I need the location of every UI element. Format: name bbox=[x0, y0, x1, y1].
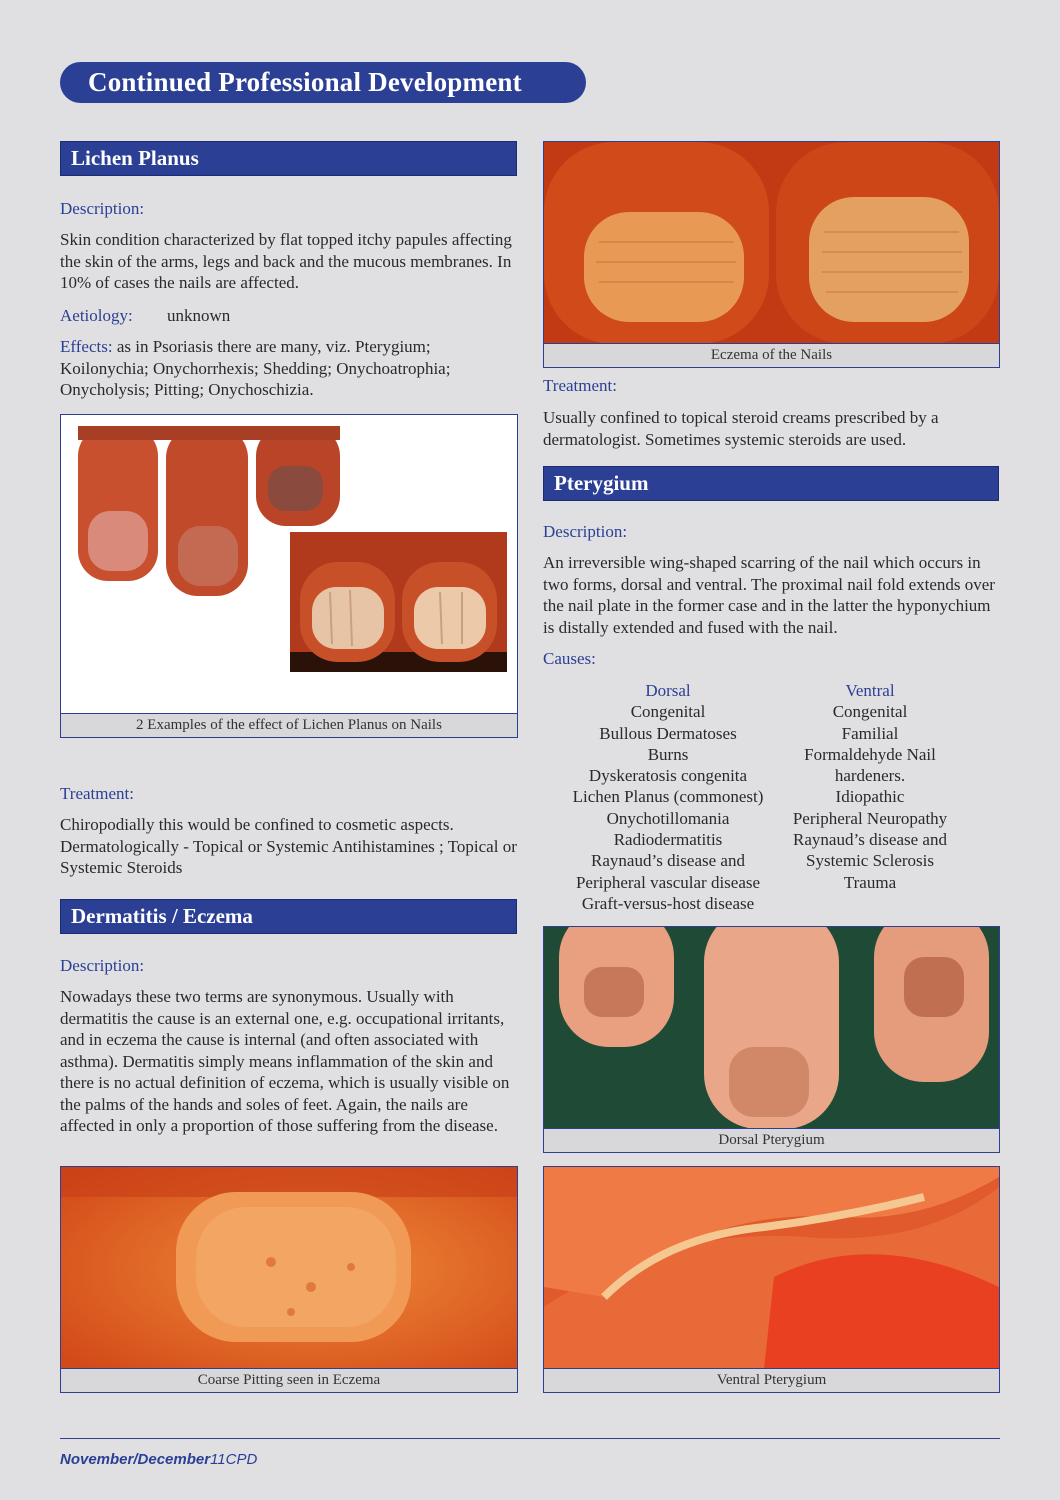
footer-page-number: 11CPD bbox=[210, 1451, 258, 1468]
lichen-description-label: Description: bbox=[60, 199, 145, 218]
ventral-pterygium-photo bbox=[544, 1167, 999, 1369]
eczema-treatment-label: Treatment: bbox=[543, 376, 617, 395]
dorsal-causes-column bbox=[558, 680, 778, 914]
ventral-item: Familial bbox=[841, 723, 899, 743]
pterygium-description-text: An irreversible wing-shaped scarring of the nail which occurs in two forms, dorsal and ventral. The proximal nail fold extends over the nail plate in the former case and in the latter the hyponychium is distally extended and fused with the nail. bbox=[543, 553, 995, 637]
page-banner: Continued Professional Development bbox=[60, 62, 586, 103]
coarse-pitting-figure bbox=[60, 1166, 518, 1393]
dorsal-item: Graft-versus-host disease bbox=[581, 893, 755, 913]
ventral-causes-column bbox=[775, 680, 965, 893]
coarse-pitting-photo bbox=[61, 1167, 517, 1369]
ventral-title: Ventral bbox=[845, 681, 895, 700]
dermatitis-heading: Dermatitis / Eczema bbox=[60, 899, 517, 934]
dorsal-item: Burns bbox=[647, 744, 689, 764]
dorsal-item: Dyskeratosis congenita bbox=[588, 766, 748, 786]
dorsal-item: Peripheral vascular disease bbox=[575, 872, 761, 892]
dorsal-pterygium-photo bbox=[544, 927, 999, 1129]
dorsal-item: Radiodermatitis bbox=[613, 830, 723, 850]
lichen-aetiology bbox=[60, 305, 517, 327]
ventral-item: Trauma bbox=[843, 872, 897, 892]
pterygium-heading: Pterygium bbox=[543, 466, 999, 501]
eczema-nails-photo bbox=[544, 142, 999, 344]
ventral-pterygium-figure bbox=[543, 1166, 1000, 1393]
eczema-nails-caption: Eczema of the Nails bbox=[544, 343, 999, 367]
dorsal-item: Lichen Planus (commonest) bbox=[572, 787, 764, 807]
ventral-item: Systemic Sclerosis bbox=[806, 851, 934, 871]
aetiology-value: unknown bbox=[166, 306, 231, 325]
dorsal-pterygium-figure bbox=[543, 926, 1000, 1153]
page-footer bbox=[60, 1451, 257, 1468]
dorsal-item: Bullous Dermatoses bbox=[599, 723, 737, 743]
aetiology-label: Aetiology: bbox=[60, 306, 133, 325]
lichen-planus-heading: Lichen Planus bbox=[60, 141, 517, 176]
dermatitis-description-text: Nowadays these two terms are synonymous. Usually with dermatitis the cause is an external one, e.g. occupational irritants, and in eczema the cause is internal (and often associated with asthma). Dermatitis simply means inflammation of the skin and there is no actual definition of eczema, which is usually visible on the palms of the hands and soles of feet. Again, the nails are affected in only a proportion of those suffering from the disease. bbox=[60, 987, 510, 1135]
effects-text: as in Psoriasis there are many, viz. Pterygium; Koilonychia; Onychorrhexis; Shedding; Onychoatrophia; Onycholysis; Pitting; Onychoschizia. bbox=[60, 337, 451, 399]
dorsal-title: Dorsal bbox=[645, 681, 691, 700]
ventral-item: hardeners. bbox=[834, 766, 906, 786]
ventral-item: Peripheral Neuropathy bbox=[792, 808, 948, 828]
lichen-effects bbox=[60, 336, 517, 401]
ventral-item: Formaldehyde Nail bbox=[804, 744, 936, 764]
pterygium-description-label: Description: bbox=[543, 522, 628, 541]
lichen-planus-photo-2 bbox=[290, 532, 507, 672]
ventral-item: Congenital bbox=[832, 702, 908, 722]
ventral-item: Idiopathic bbox=[835, 787, 905, 807]
dorsal-item: Raynaud’s disease and bbox=[591, 851, 745, 871]
coarse-pitting-caption: Coarse Pitting seen in Eczema bbox=[61, 1368, 517, 1392]
dorsal-pterygium-caption: Dorsal Pterygium bbox=[544, 1128, 999, 1152]
lichen-planus-caption: 2 Examples of the effect of Lichen Planus on Nails bbox=[61, 713, 517, 737]
ventral-item: Raynaud’s disease and bbox=[793, 830, 947, 850]
dorsal-item: Onychotillomania bbox=[606, 808, 730, 828]
ventral-pterygium-caption: Ventral Pterygium bbox=[544, 1368, 999, 1392]
dorsal-item: Congenital bbox=[630, 702, 706, 722]
effects-label: Effects: bbox=[60, 337, 113, 356]
eczema-nails-figure bbox=[543, 141, 1000, 368]
footer-issue: November/December bbox=[60, 1451, 211, 1468]
footer-rule bbox=[60, 1438, 1000, 1439]
pterygium-causes-label: Causes: bbox=[543, 649, 596, 668]
eczema-treatment-text: Usually confined to topical steroid creams prescribed by a dermatologist. Sometimes systemic steroids are used. bbox=[543, 408, 939, 449]
lichen-treatment-label: Treatment: bbox=[60, 784, 134, 803]
lichen-description-text: Skin condition characterized by flat topped itchy papules affecting the skin of the arms, legs and back and the mucous membranes. In 10% of cases the nails are affected. bbox=[60, 230, 512, 292]
lichen-treatment-text: Chiropodially this would be confined to cosmetic aspects. Dermatologically - Topical or Systemic Antihistamines ; Topical or Systemic Steroids bbox=[60, 815, 517, 877]
dermatitis-description-label: Description: bbox=[60, 956, 145, 975]
lichen-planus-figure bbox=[60, 414, 518, 738]
